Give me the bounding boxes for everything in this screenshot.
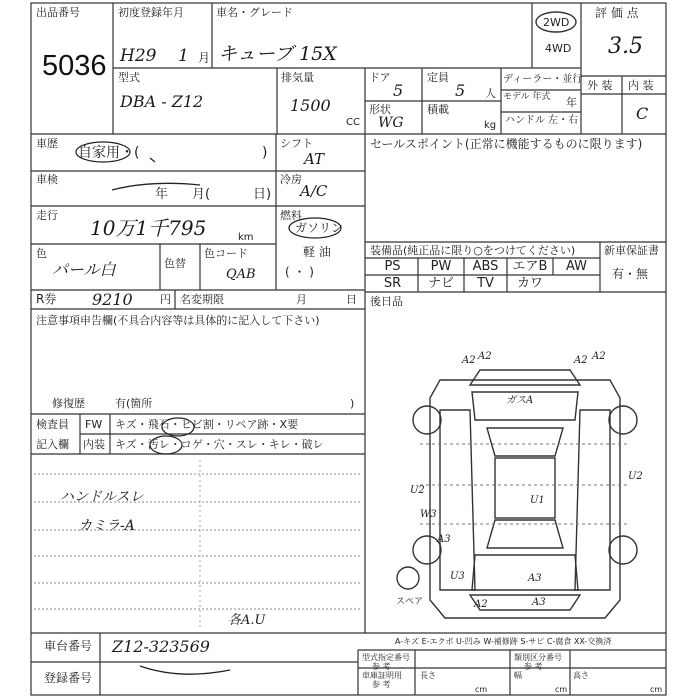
chassis-label: 車台番号 — [44, 639, 93, 653]
handle-label: ハンドル 左・右 — [505, 115, 579, 126]
inspection-label: 車検 — [36, 173, 58, 186]
equip-sr: SR — [383, 276, 402, 291]
fuel-gas: ガソリン — [295, 221, 344, 235]
lot-number: 5036 — [42, 50, 107, 82]
height-label: 高さ — [573, 671, 589, 680]
class-cat-label: 類別区分番号 — [514, 653, 562, 662]
mark: U1 — [530, 495, 545, 506]
inspector-label-1: 検査員 — [36, 418, 69, 431]
mileage-value: 10万1千795 — [90, 216, 207, 240]
mark: A2 — [574, 355, 588, 366]
displacement-value: 1500 — [290, 96, 331, 115]
recycle-unit: 円 — [160, 293, 171, 306]
storage-label: 車庫証明用 — [362, 671, 402, 680]
later-parts-label: 後日品 — [370, 295, 403, 308]
dealer-label: ディーラー・並行 — [503, 74, 583, 85]
name-change-month: 月 — [296, 293, 307, 306]
capacity-value: 5 — [455, 81, 466, 100]
damage-legend: A-キズ E-エクボ U-凹み W-補修跡 S-サビ C-腐食 XX-交換済 — [395, 637, 612, 646]
fuel-paren: ( ・ ) — [285, 265, 314, 279]
color-code-value: QAB — [226, 267, 256, 282]
score-value: 3.5 — [608, 34, 643, 59]
width-unit: cm — [555, 685, 568, 694]
mark: A3 — [532, 597, 546, 608]
equip-abs: ABS — [472, 259, 499, 274]
color-value: パール白 — [52, 260, 116, 279]
color-label: 色 — [36, 247, 47, 260]
recycle-value: 9210 — [92, 290, 133, 309]
notes-label: 注意事項申告欄(不具合内容等は具体的に記入して下さい) — [36, 314, 320, 327]
mark: U3 — [450, 571, 465, 582]
warranty-label: 新車保証書 — [604, 244, 659, 257]
mark: W3 — [420, 509, 437, 520]
length-label: 長さ — [420, 671, 436, 680]
mileage-label: 走行 — [36, 209, 58, 222]
mark: ガスA — [506, 395, 534, 406]
ac-label: 冷房 — [280, 173, 302, 186]
name-change-label: 名変期限 — [180, 293, 224, 306]
first-reg-year: H29 — [120, 46, 157, 66]
exterior-label: 外 装 — [587, 79, 613, 92]
height-unit: cm — [650, 685, 663, 694]
recycle-label: R券 — [36, 292, 57, 306]
model-value: DBA - Z12 — [120, 92, 204, 111]
fuel-diesel: 軽 油 — [303, 245, 331, 259]
equip-airbag: エアB — [512, 259, 548, 274]
drive-2wd: 2WD — [543, 16, 570, 29]
equip-navi: ナビ — [427, 276, 454, 291]
color-change-label: 色替 — [164, 257, 186, 270]
drive-4wd: 4WD — [545, 42, 572, 55]
shift-value: AT — [304, 150, 325, 168]
mark: A3 — [528, 573, 542, 584]
length-unit: cm — [475, 685, 488, 694]
lot-label: 出品番号 — [36, 6, 80, 19]
shape-label: 形状 — [369, 103, 391, 116]
equip-leather: カワ — [516, 276, 543, 291]
inspection-day: 日) — [253, 187, 272, 202]
width-label: 幅 — [514, 671, 522, 680]
name-change-day: 日 — [346, 293, 357, 306]
model-year-label: モデル 年式 — [503, 92, 551, 102]
note-camera: カミラ-A — [78, 518, 135, 534]
fuel-label: 燃料 — [280, 209, 302, 222]
inspector-fw-text: キズ・飛石・ヒビ割・リペア跡・X要 — [115, 418, 299, 431]
history-close: ) — [262, 145, 268, 161]
repair-history-close: ) — [350, 397, 355, 410]
equip-tv: TV — [477, 276, 494, 291]
mileage-unit: km — [238, 232, 254, 243]
repair-history-label: 修復歴 — [52, 397, 85, 410]
note-handle-wear: ハンドルスレ — [60, 489, 144, 505]
warranty-value: 有・無 — [612, 267, 649, 281]
interior-grade: C — [636, 104, 649, 123]
first-reg-label: 初度登録年月 — [118, 6, 184, 19]
load-unit: kg — [484, 120, 497, 131]
inspector-interior: 内装 — [83, 438, 105, 451]
displacement-unit: CC — [346, 117, 360, 128]
inspector-interior-text: キズ・汚レ・コゲ・穴・スレ・キレ・破レ — [115, 438, 324, 451]
score-label: 評 価 点 — [595, 6, 639, 20]
inspection-year: 年 — [155, 187, 169, 202]
history-value: 自家用・( — [78, 145, 140, 161]
model-label: 型式 — [118, 71, 140, 84]
car-name-label: 車名・グレード — [216, 6, 293, 19]
inspector-label-2: 記入欄 — [36, 438, 69, 451]
mark: A3 — [437, 534, 451, 545]
inspector-fw: FW — [85, 418, 103, 431]
mark: A2 — [592, 351, 606, 362]
model-cert-label: 型式指定番号 — [362, 653, 410, 662]
ref-label-3: 参 考 — [372, 680, 391, 689]
mark: U2 — [410, 485, 425, 496]
color-code-label: 色コード — [204, 247, 248, 260]
doors-value: 5 — [393, 81, 404, 100]
capacity-label: 定員 — [427, 71, 449, 84]
mark: A2 — [478, 351, 492, 362]
equip-ps: PS — [384, 259, 401, 274]
mark: A2 — [474, 599, 488, 610]
chassis-value: Z12-323569 — [112, 637, 210, 656]
ref-label-2: 参 考 — [524, 662, 543, 671]
sales-point-label: セールスポイント(正常に機能するものに限ります) — [370, 137, 643, 151]
registration-label: 登録番号 — [44, 671, 93, 685]
repair-history-value: 有(箇所 — [115, 397, 153, 410]
equip-pw: PW — [430, 259, 452, 274]
equipment-label: 装備品(純正品に限り○をつけてください) — [370, 244, 576, 257]
history-label: 車歴 — [36, 137, 58, 150]
doors-label: ドア — [369, 71, 391, 84]
car-name-value: キューブ 15X — [218, 43, 337, 65]
first-reg-month-unit: 月 — [198, 51, 211, 65]
ref-label-1: 参 考 — [372, 662, 391, 671]
displacement-label: 排気量 — [281, 71, 314, 84]
model-year-unit: 年 — [566, 96, 577, 109]
spare-note: 各A.U — [228, 613, 266, 628]
mark: A2 — [462, 355, 476, 366]
spare-label: スペア — [396, 597, 424, 607]
first-reg-month: 1 — [178, 46, 189, 66]
capacity-unit: 人 — [485, 87, 496, 100]
inspection-month: 月( — [192, 187, 211, 202]
mark: U2 — [628, 471, 643, 482]
shape-value: WG — [378, 115, 404, 131]
ac-value: A/C — [300, 182, 328, 200]
equip-aw: AW — [565, 259, 588, 274]
interior-label: 内 装 — [628, 79, 654, 92]
load-label: 積載 — [427, 103, 449, 116]
shift-label: シフト — [280, 137, 313, 150]
